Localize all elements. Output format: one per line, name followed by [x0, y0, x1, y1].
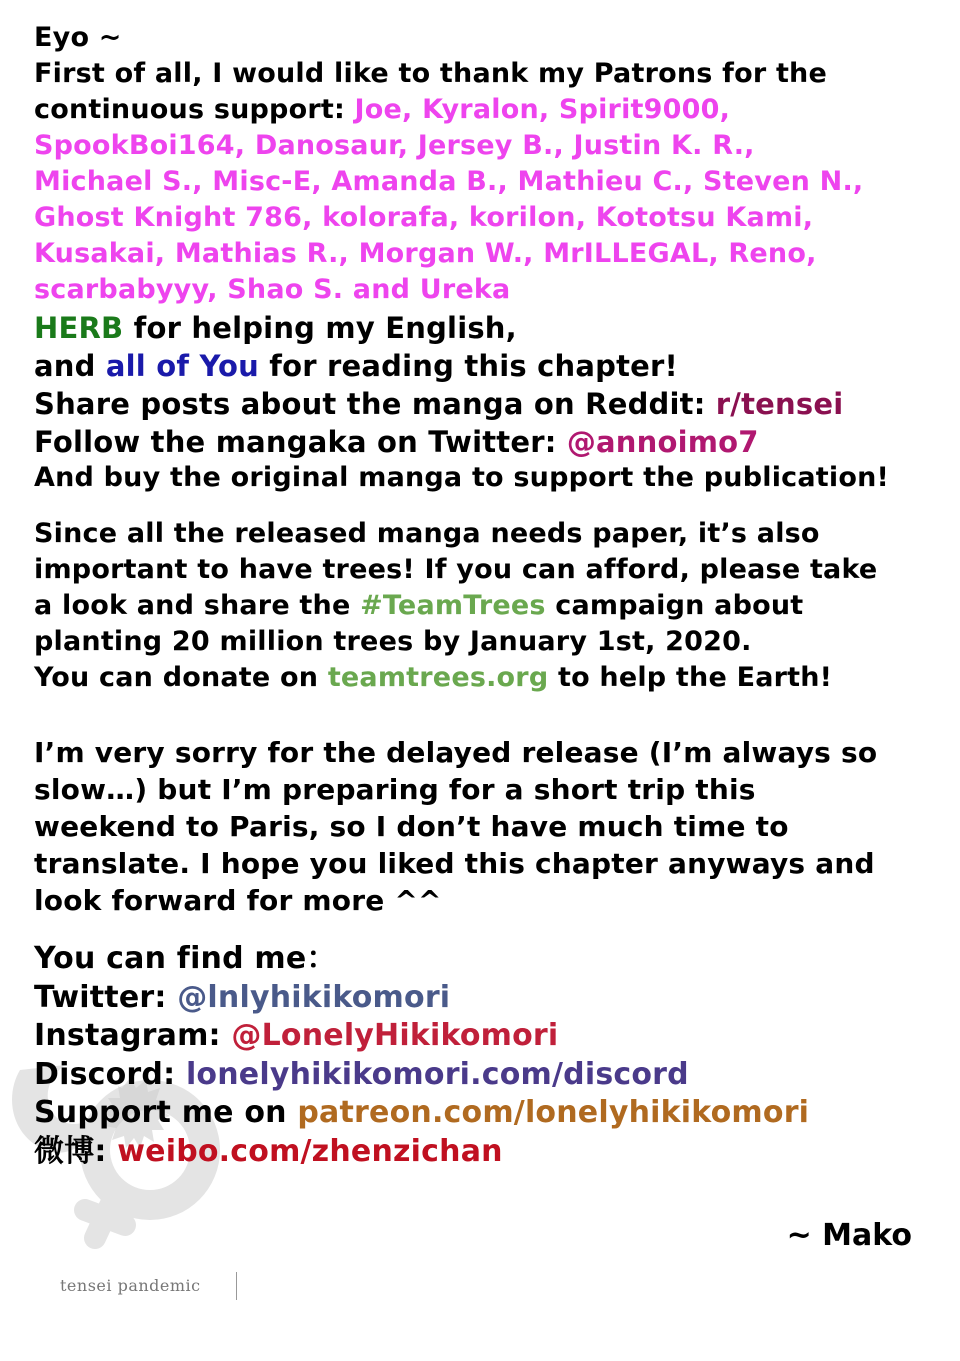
teamtrees-section	[34, 516, 934, 696]
teamtrees-link[interactable]: teamtrees.org	[327, 662, 549, 693]
herb-name: HERB	[34, 311, 124, 345]
trees-tail: campaign about	[545, 590, 804, 621]
trees-line: planting 20 million trees by January 1st, 2020.	[34, 626, 752, 657]
readers-name: all of You	[105, 349, 259, 383]
twitter-text: Follow the mangaka on Twitter:	[34, 425, 567, 459]
reddit-link[interactable]: r/tensei	[715, 387, 844, 421]
mangaka-twitter-line	[34, 424, 934, 460]
reddit-text: Share posts about the manga on Reddit:	[34, 387, 716, 421]
patron-names: scarbabyyy, Shao S. and Ureka	[34, 274, 511, 305]
discord-contact	[34, 1056, 934, 1095]
instagram-label: Instagram:	[34, 1018, 232, 1053]
discord-label: Discord:	[34, 1056, 186, 1092]
herb-text: for helping my English,	[123, 311, 517, 345]
apology-line: I’m very sorry for the delayed release (I’m always so	[34, 736, 878, 769]
acknowledgements-section	[34, 20, 934, 496]
signature: ~ Mako	[786, 1218, 912, 1253]
weibo-contact	[34, 1133, 934, 1172]
contacts-section	[34, 940, 934, 1171]
apology-line: slow…) but I’m preparing for a short trip this	[34, 773, 756, 806]
trees-line: important to have trees! If you can afford, please take	[34, 554, 878, 585]
readers-text: for reading this chapter!	[258, 349, 678, 383]
instagram-link[interactable]: @LonelyHikikomori	[231, 1018, 559, 1053]
patron-names: Joe, Kyralon, Spirit9000,	[354, 94, 731, 125]
twitter-contact	[34, 979, 934, 1018]
apology-line: translate. I hope you liked this chapter anyways and	[34, 847, 875, 880]
readers-lead: and	[34, 349, 106, 383]
patron-names: Michael S., Misc-E, Amanda B., Mathieu C., Steven N.,	[34, 166, 864, 197]
trees-lead: a look and share the	[34, 590, 361, 621]
readers-thanks	[34, 348, 934, 384]
greeting: Eyo ~	[34, 22, 122, 53]
patron-names: Ghost Knight 786, kolorafa, korilon, Kototsu Kami,	[34, 202, 814, 233]
apology-section	[34, 734, 934, 919]
thanks-line	[34, 92, 934, 128]
thanks-lead: continuous support:	[34, 94, 355, 125]
trees-line	[34, 588, 934, 624]
patreon-link[interactable]: patreon.com/lonelyhikikomori	[297, 1095, 810, 1130]
apology-line: look forward for more ^^	[34, 884, 442, 917]
donate-lead: You can donate on	[34, 662, 328, 693]
buy-line: And buy the original manga to support the publication!	[34, 462, 890, 493]
weibo-link[interactable]: weibo.com/zhenzichan	[117, 1133, 503, 1169]
footer-divider	[236, 1272, 237, 1300]
contacts-heading: You can find me：	[34, 941, 337, 976]
trees-line: Since all the released manga needs paper, it’s also	[34, 518, 820, 549]
teamtrees-hashtag[interactable]: #TeamTrees	[360, 590, 546, 621]
patron-names: Kusakai, Mathias R., Morgan W., MrILLEGAL, Reno,	[34, 238, 817, 269]
twitter-link[interactable]: @lnlyhikikomori	[177, 979, 451, 1015]
mangaka-twitter-link[interactable]: @annoimo7	[566, 425, 759, 459]
patreon-contact	[34, 1094, 934, 1133]
patron-names: SpookBoi164, Danosaur, Jersey B., Justin K. R.,	[34, 130, 755, 161]
donate-tail: to help the Earth!	[548, 662, 833, 693]
instagram-contact	[34, 1017, 934, 1056]
apology-line: weekend to Paris, so I don’t have much time to	[34, 810, 789, 843]
patreon-label: Support me on	[34, 1095, 298, 1130]
trees-line	[34, 660, 934, 696]
herb-thanks	[34, 310, 934, 346]
twitter-label: Twitter:	[34, 979, 178, 1015]
footer-brand: tensei pandemic	[60, 1276, 201, 1295]
discord-link[interactable]: lonelyhikikomori.com/discord	[185, 1056, 689, 1092]
reddit-line	[34, 386, 934, 422]
weibo-label: 微博:	[34, 1133, 118, 1169]
thanks-line: First of all, I would like to thank my Patrons for the	[34, 58, 827, 89]
